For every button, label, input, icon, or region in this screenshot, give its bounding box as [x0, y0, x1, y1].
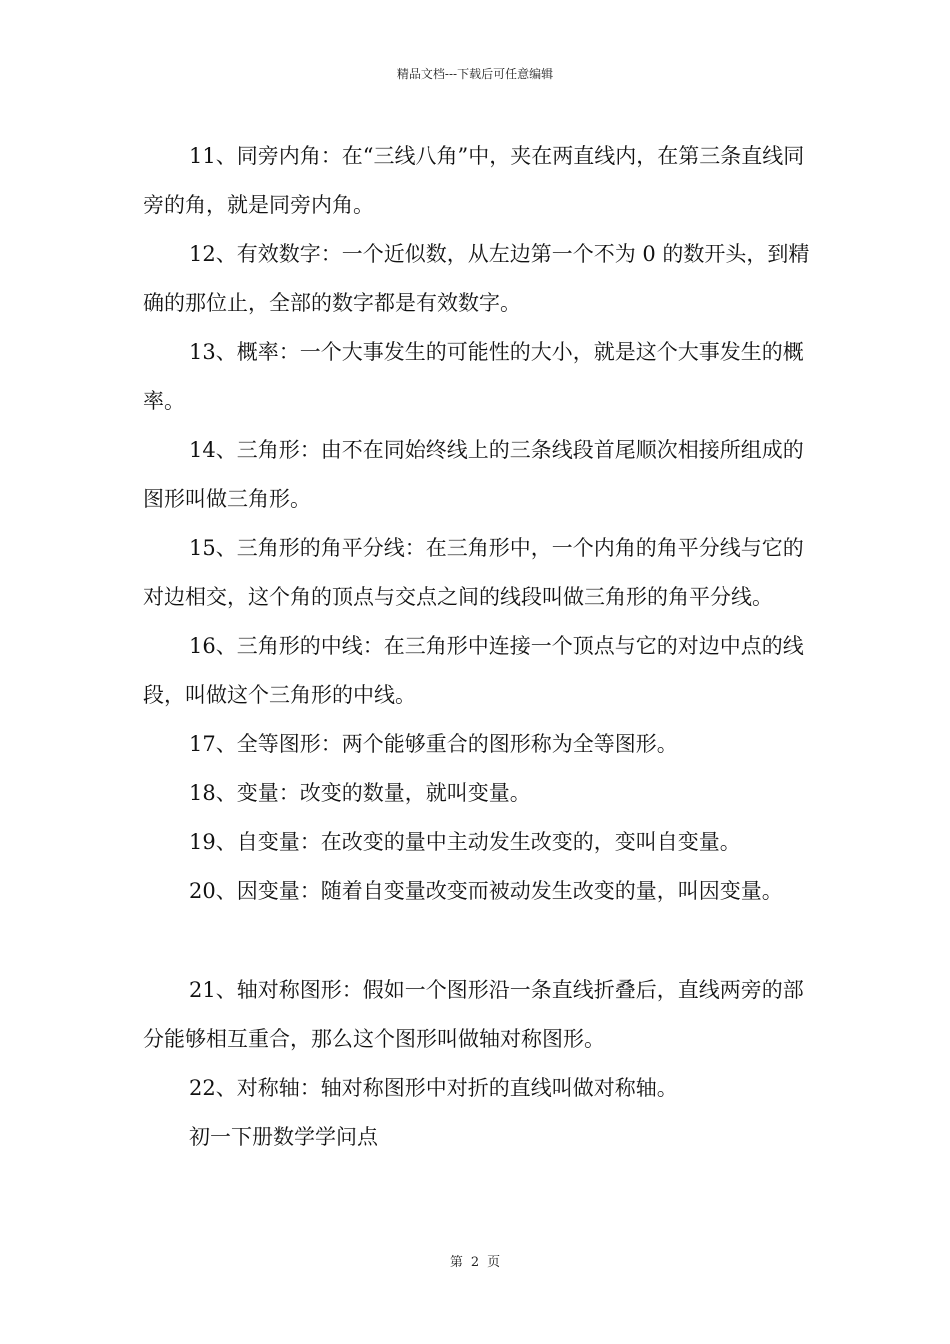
- section-heading: 初一下册数学学问点: [189, 1125, 378, 1149]
- paragraph-14: 14、三角形：由不在同始终线上的三条线段首尾顺次相接所组成的图形叫做三角形。: [143, 438, 804, 511]
- paragraph-12: 12、有效数字：一个近似数，从左边第一个不为 0 的数开头，到精确的那位止，全部的数字都是有效数字。: [143, 242, 810, 315]
- paragraph-21: 21、轴对称图形：假如一个图形沿一条直线折叠后，直线两旁的部分能够相互重合，那么这个图形叫做轴对称图形。: [143, 978, 804, 1051]
- paragraph-gap: [143, 916, 823, 966]
- page-number-prefix: 第: [449, 1255, 463, 1270]
- document-body: [143, 132, 823, 1162]
- paragraph-11: 11、同旁内角：在“三线八角”中，夹在两直线内，在第三条直线同旁的角，就是同旁内角。: [143, 144, 805, 217]
- page-header: 精品文档---下载后可任意编辑: [396, 67, 554, 81]
- paragraph-20: 20、因变量：随着自变量改变而被动发生改变的量，叫因变量。: [189, 879, 783, 903]
- paragraph-18: 18、变量：改变的数量，就叫变量。: [189, 781, 531, 805]
- page-number: 2: [470, 1255, 480, 1270]
- page-footer: [0, 1254, 950, 1272]
- paragraph-17: 17、全等图形：两个能够重合的图形称为全等图形。: [189, 732, 678, 756]
- paragraph-15: 15、三角形的角平分线：在三角形中，一个内角的角平分线与它的对边相交，这个角的顶点与交点之间的线段叫做三角形的角平分线。: [143, 536, 804, 609]
- paragraph-19: 19、自变量：在改变的量中主动发生改变的，变叫自变量。: [189, 830, 741, 854]
- paragraph-16: 16、三角形的中线：在三角形中连接一个顶点与它的对边中点的线段，叫做这个三角形的中线。: [143, 634, 804, 707]
- paragraph-13: 13、概率：一个大事发生的可能性的大小，就是这个大事发生的概率。: [143, 340, 804, 413]
- page-number-suffix: 页: [487, 1255, 501, 1270]
- paragraph-22: 22、对称轴：轴对称图形中对折的直线叫做对称轴。: [189, 1076, 678, 1100]
